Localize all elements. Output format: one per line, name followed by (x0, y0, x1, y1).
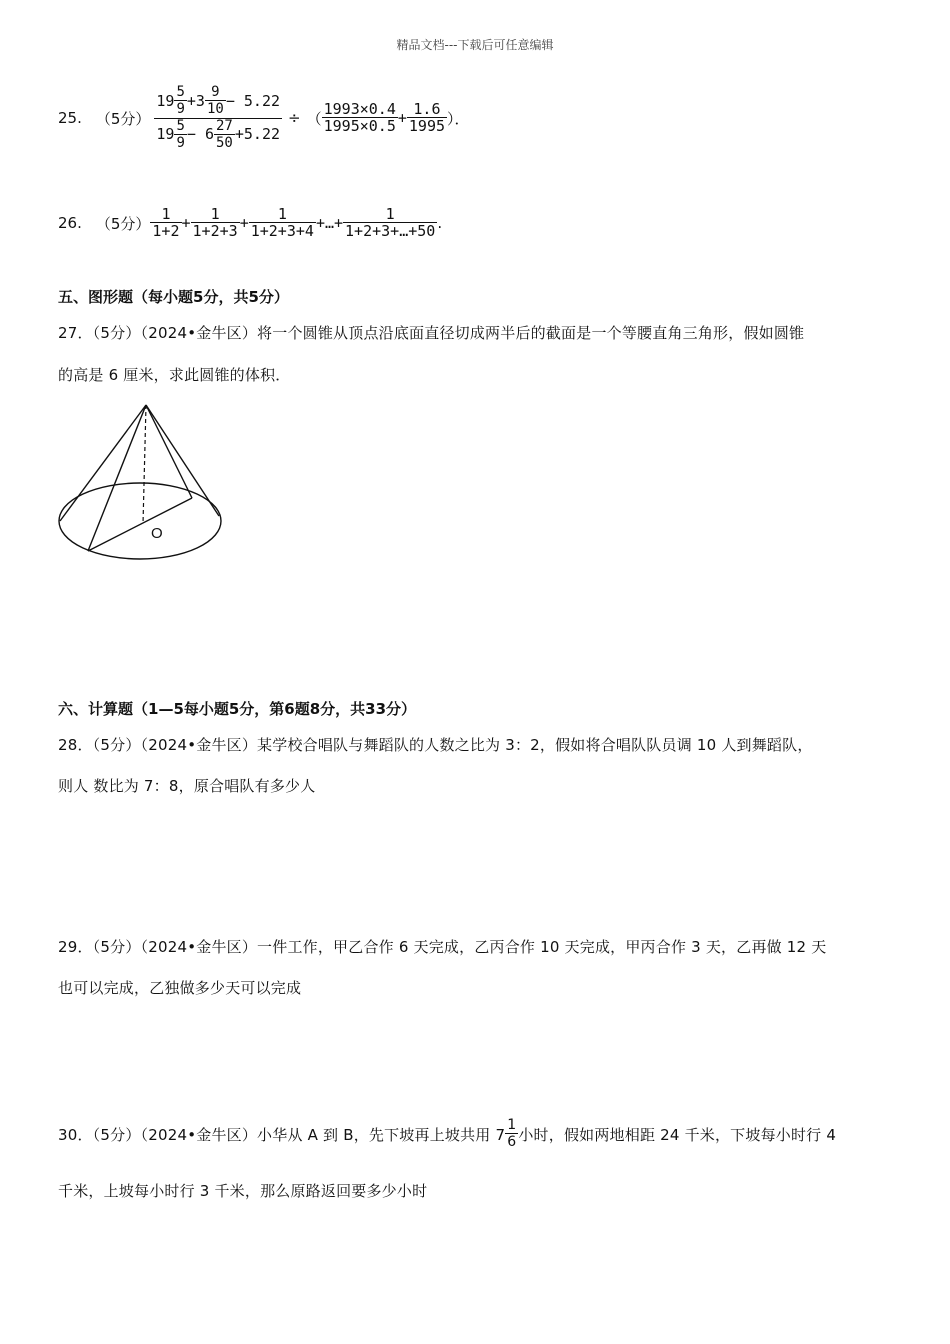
question-30-text-a: 30．（5分）（2024•金牛区）小华从 A 到 B，先下坡再上坡共用 7 (58, 1125, 506, 1144)
cone-left-edge (60, 405, 146, 521)
term-last: $\frac{1}{1+2+3+\dots+50}$ (345, 204, 436, 241)
main-fraction (154, 85, 282, 151)
cone-height-dashed (143, 405, 146, 524)
question-number: 26. (58, 214, 82, 232)
divide-sign: ÷ (288, 109, 301, 127)
ellipsis: +…+ (315, 214, 344, 232)
mixed-fraction-1-6: $\frac{1}{6}$ (507, 1116, 517, 1151)
question-27-line-1: 27．（5分）（2024•金牛区）将一个圆锥从顶点沿底面直径切成两半后的截面是一个等腰直角三角形，假如圆锥 (58, 324, 805, 342)
question-29-line-2: 也可以完成，乙独做多少天可以完成 (58, 979, 302, 997)
question-score: （5分） (95, 109, 151, 128)
question-number: 25. (58, 109, 82, 127)
main-numerator: 19 $\frac{5}{9}$ +3 $\frac{9}{10}$ − 5.22 (156, 84, 281, 118)
question-score: （5分） (95, 214, 151, 233)
left-paren: （ (306, 109, 322, 128)
right-paren: ）． (447, 109, 470, 128)
section-5-title: 五、图形题（每小题5分，共5分） (58, 288, 289, 306)
question-27-line-2: 的高是 6 厘米，求此圆锥的体积． (58, 366, 291, 384)
question-25 (58, 78, 470, 158)
base-diameter (88, 498, 192, 551)
section-edge-front (88, 405, 146, 551)
center-label: O (151, 525, 163, 542)
question-29-line-1: 29．（5分）（2024•金牛区）一件工作，甲乙合作 6 天完成，乙丙合作 10 天完成，甲丙合作 3 天，乙再做 12 天 (58, 938, 827, 956)
question-28-line-2: 则人 数比为 7：8，原合唱队有多少人 (58, 777, 316, 795)
section-6-title: 六、计算题（1—5每小题5分，第6题8分，共33分） (58, 700, 417, 718)
plus-sign: + (181, 214, 191, 232)
cone-base-ellipse (59, 483, 221, 559)
question-30-line-1 (58, 1114, 836, 1154)
period: . (437, 214, 443, 232)
question-30-line-2: 千米，上坡每小时行 3 千米，那么原路返回要多少小时 (58, 1182, 428, 1200)
main-denominator: 19 $\frac{5}{9}$ − 6 $\frac{27}{50}$ +5.22 (156, 117, 281, 151)
question-28-line-1: 28．（5分）（2024•金牛区）某学校合唱队与舞蹈队的人数之比为 3：2，假如将合唱队队员调 10 人到舞蹈队， (58, 736, 813, 754)
fraction-1-6: $\frac{1.6}{1995}$ (408, 99, 446, 136)
page-header: 精品文档---下载后可任意编辑 (396, 38, 554, 52)
term-3: $\frac{1}{1+2+3+4}$ (250, 204, 314, 241)
fraction-1993: $\frac{1993\times 0.4}{1995\times 0.5}$ (323, 99, 396, 136)
cone-figure (55, 400, 230, 565)
question-30-text-b: 小时，假如两地相距 24 千米，下坡每小时行 4 (518, 1125, 837, 1144)
question-26 (58, 200, 442, 246)
term-1: $\frac{1}{1+2}$ (152, 204, 180, 241)
cone-right-edge (146, 405, 219, 516)
plus-sign: + (239, 214, 249, 232)
term-2: $\frac{1}{1+2+3}$ (192, 204, 238, 241)
plus-sign: + (397, 109, 407, 127)
